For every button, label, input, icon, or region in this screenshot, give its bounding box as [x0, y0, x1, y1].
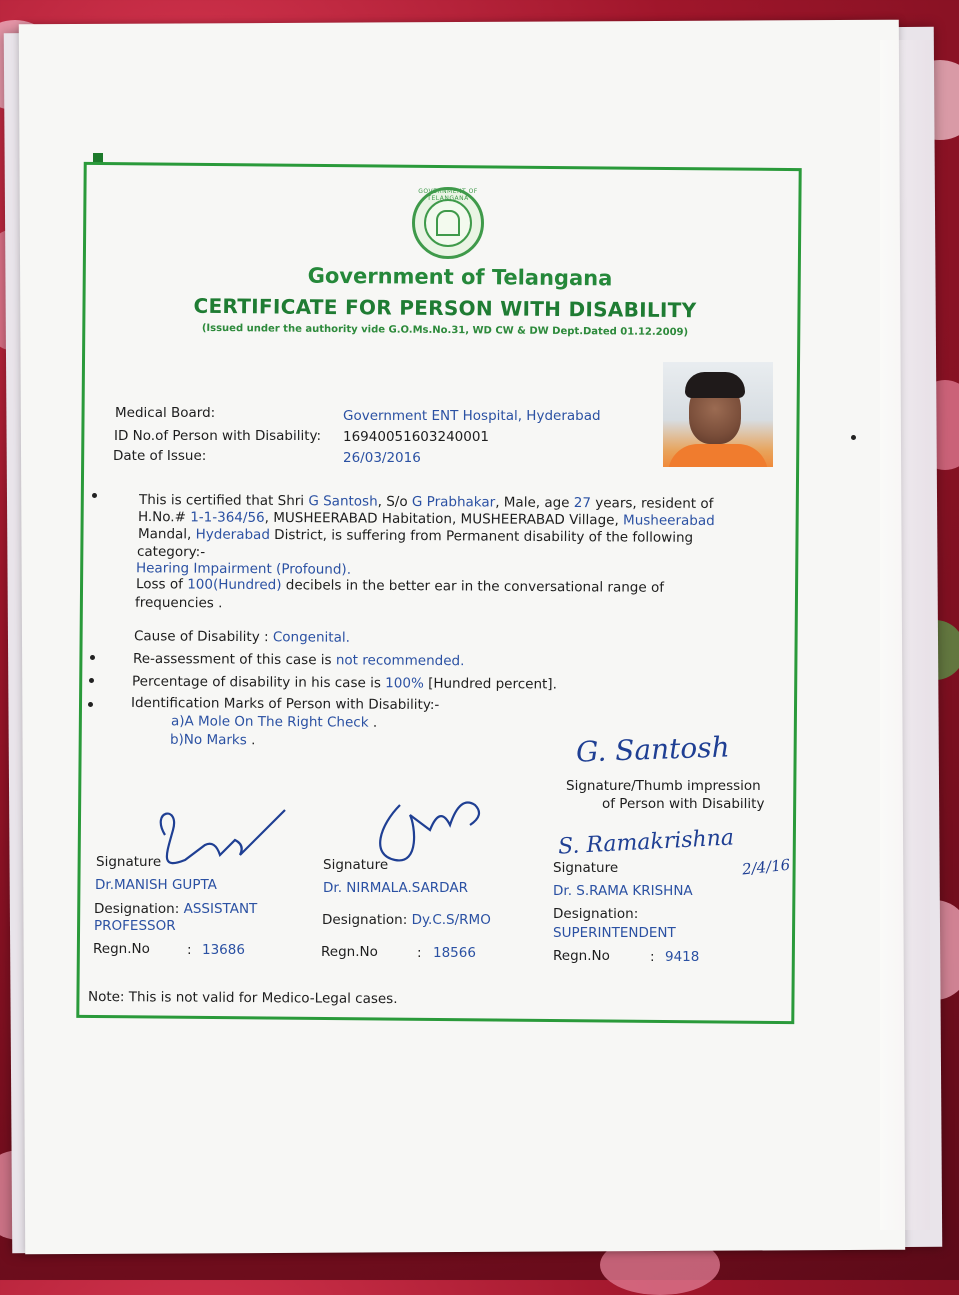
text: Habitation, [377, 510, 461, 528]
mandal: Musheerabad [623, 512, 715, 530]
doctor-1-signature-scribble [145, 800, 290, 880]
cause-label: Cause of Disability : [133, 628, 273, 646]
designation-value: ASSISTANT [183, 901, 258, 917]
designation-value: Dy.C.S/RMO [411, 912, 491, 928]
emblem-gate-icon [436, 210, 460, 236]
text: District, is suffering from Permanent disability of the following [269, 526, 694, 546]
doctor-2-regn-label: Regn.No [321, 944, 378, 960]
doctor-2-signature-label: Signature [323, 857, 389, 873]
doctor-3-regn-sep: : [650, 949, 655, 965]
telangana-emblem-icon [412, 187, 484, 259]
doctor-1-regn-label: Regn.No [93, 941, 150, 957]
medical-board-value: Government ENT Hospital, Hyderabad [343, 408, 601, 424]
person-signature-caption-2: of Person with Disability [602, 796, 765, 812]
photo-shirt [668, 444, 768, 467]
identification-marks-label: Identification Marks of Person with Disability:- [130, 694, 440, 714]
percent-label: Percentage of disability in his case is [131, 673, 386, 692]
emblem-inner [424, 199, 472, 247]
doctor-1-designation [94, 901, 257, 917]
designation-label: Designation: [94, 901, 184, 917]
plastic-sleeve [880, 40, 930, 1230]
punch-dot [90, 655, 95, 660]
mark-b-text: b)No Marks [169, 731, 247, 749]
text: Village, [564, 511, 624, 529]
id-value: 16940051603240001 [343, 429, 490, 445]
mark-a-text: a)A Mole On The Right Check [170, 713, 369, 731]
text: Mandal, [137, 526, 196, 543]
date-value: 26/03/2016 [343, 450, 421, 466]
emblem-text: GOVERNMENT OF TELANGANA [418, 188, 478, 202]
loss-value: 100(Hundred) [187, 576, 282, 594]
reassess-value: not recommended. [335, 652, 465, 670]
punch-dot [851, 435, 856, 440]
text: decibels in the better ear in the conversational range of [281, 577, 665, 596]
person-photo [663, 362, 773, 467]
age-value: 27 [573, 495, 592, 512]
doctor-3-signature-label: Signature [553, 860, 619, 876]
doctor-1-signature-label: Signature [96, 854, 162, 870]
government-heading: Government of Telangana [307, 263, 613, 291]
doctor-2-regn-value: 18566 [433, 945, 476, 961]
id-label: ID No.of Person with Disability: [114, 428, 322, 444]
mark-b [170, 732, 256, 749]
text: Loss of [135, 576, 188, 593]
cause-value: Congenital. [272, 629, 350, 646]
text: H.No.# [137, 508, 191, 526]
percentage-line [132, 674, 557, 693]
text: , [264, 509, 274, 526]
person-handwritten-signature: G. Santosh [575, 730, 731, 769]
doctor-3-handwritten-signature: S. Ramakrishna [557, 825, 735, 860]
doctor-2-name: Dr. NIRMALA.SARDAR [323, 880, 468, 896]
text: [Hundred percent]. [423, 675, 557, 693]
text: . [246, 732, 256, 749]
text: years, resident of [590, 495, 714, 513]
doctor-2-designation [322, 912, 491, 928]
doctor-3-regn-label: Regn.No [553, 948, 610, 964]
medical-board-label: Medical Board: [115, 405, 216, 421]
punch-dot [89, 678, 94, 683]
text: . [368, 714, 378, 731]
certificate-title: CERTIFICATE FOR PERSON WITH DISABILITY [193, 293, 697, 323]
doctor-3-designation-value: SUPERINTENDENT [553, 925, 676, 941]
percent-value: 100% [385, 675, 424, 692]
issued-under-line: (Issued under the authority vide G.O.Ms.No.31, WD CW & DW Dept.Dated 01.12.2009) [201, 322, 689, 339]
disability-category: Hearing Impairment (Profound). [135, 560, 352, 578]
district: Hyderabad [195, 526, 270, 543]
father-name: G Prabhakar [411, 493, 496, 511]
text: , Male, age [495, 494, 574, 512]
hearing-loss-line-2: frequencies . [134, 594, 223, 612]
person-name: G Santosh [308, 493, 378, 510]
text: This is certified that Shri [138, 491, 309, 510]
date-label: Date of Issue: [113, 448, 207, 464]
house-no: 1-1-364/56 [190, 509, 265, 526]
photo-hair [685, 372, 745, 398]
village: MUSHEERABAD [460, 511, 565, 528]
doctor-2-regn-sep: : [417, 945, 422, 961]
habitation: MUSHEERABAD [273, 509, 378, 527]
mark-a [171, 713, 377, 730]
body-line-4: category:- [136, 543, 206, 561]
doctor-3-designation-label: Designation: [553, 906, 639, 922]
designation-label: Designation: [322, 912, 412, 928]
punch-dot [92, 493, 97, 498]
doctor-3-name: Dr. S.RAMA KRISHNA [553, 883, 693, 899]
doctor-3-regn-value: 9418 [665, 949, 700, 965]
doctor-1-designation-2: PROFESSOR [94, 918, 176, 934]
text: , S/o [377, 493, 412, 510]
medico-legal-note: Note: This is not valid for Medico-Legal cases. [87, 988, 398, 1008]
cause-line [134, 628, 350, 646]
reassess-label: Re-assessment of this case is [132, 650, 336, 669]
doctor-1-regn-value: 13686 [202, 942, 245, 958]
doctor-3-handwritten-date: 2/4/16 [741, 855, 792, 879]
punch-dot [88, 702, 93, 707]
reassessment-line [133, 651, 465, 669]
doctor-1-regn-sep: : [187, 942, 192, 958]
doctor-1-name: Dr.MANISH GUPTA [95, 877, 217, 893]
person-signature-caption-1: Signature/Thumb impression [566, 778, 761, 794]
